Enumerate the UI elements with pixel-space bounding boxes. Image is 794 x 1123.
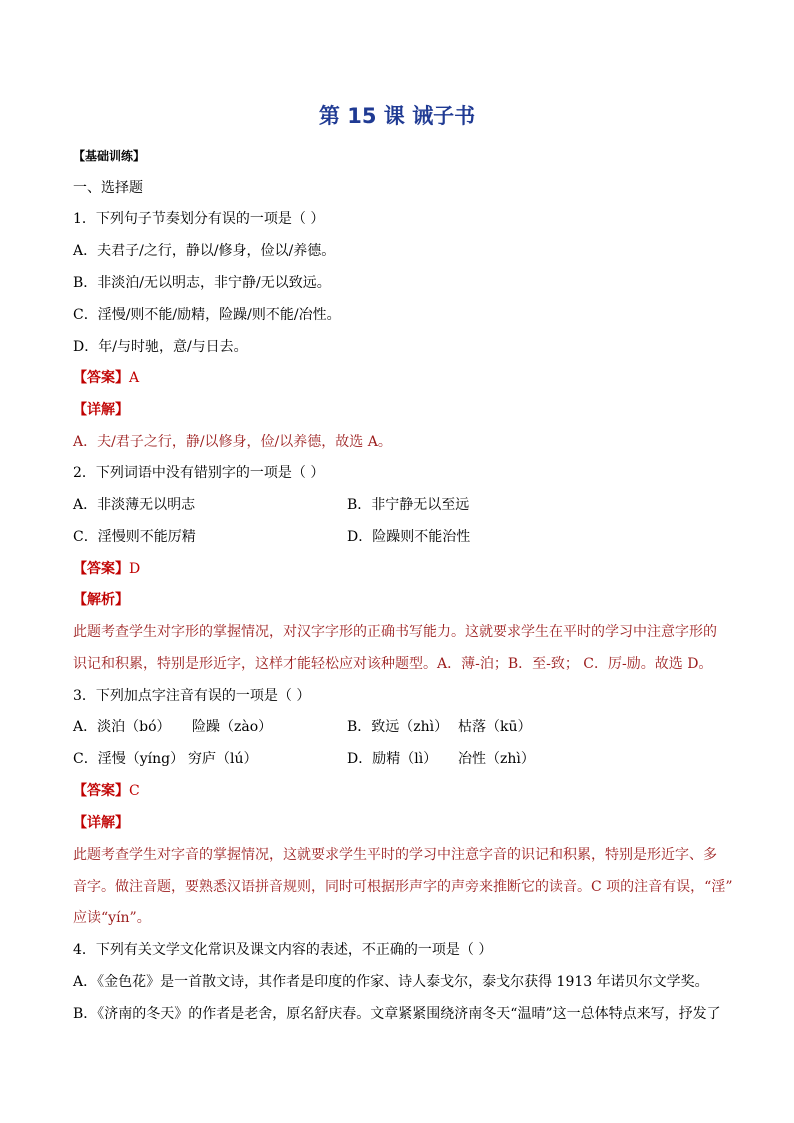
q3-option-d-1: D．励精（lì） [347,751,438,767]
q1-option-d: D．年/与时驰，意/与日去。 [73,339,248,355]
answer-value: C [129,783,140,799]
answer-label: 【答案】 [73,561,129,577]
q3-option-a-1: A．淡泊（bó） [73,719,171,735]
q2-explain-label: 【解析】 [73,592,129,608]
answer-label: 【答案】 [73,783,129,799]
q2-explain-line-2: 识记和积累，特别是形近字，这样才能轻松应对该种题型。A．薄-泊；B．至-致； C．厉-励。故选 D。 [73,656,713,672]
q1-option-c: C．淫慢/则不能/励精，险躁/则不能/冶性。 [73,307,341,323]
q2-explain-line-1: 此题考查学生对字形的掌握情况，对汉字字形的正确书写能力。这就要求学生在平时的学习中注意字形的 [73,624,717,640]
q3-option-d-2: 冶性（zhì） [458,751,535,767]
q3-explain-line-2: 音字。做注音题，要熟悉汉语拼音规则，同时可根据形声字的声旁来推断它的读音。C 项的注音有误，“淫” [73,879,733,895]
q2-option-c: C．淫慢则不能厉精 [73,529,196,545]
q1-option-b: B．非淡泊/无以明志，非宁静/无以致远。 [73,275,331,291]
q3-explain-label: 【详解】 [73,815,129,831]
q2-option-b: B．非宁静无以至远 [347,497,470,513]
q3-option-b-2: 枯落（kū） [458,719,532,735]
q3-explain-line-1: 此题考查学生对字音的掌握情况，这就要求学生平时的学习中注意字音的识记和积累，特别是形近字、多 [73,847,717,863]
q4-option-b: B．《济南的冬天》的作者是老舍，原名舒庆春。文章紧紧围绕济南冬天“温晴”这一总体特点来写，抒发了 [73,1006,721,1022]
q3-option-b-1: B．致远（zhì） [347,719,449,735]
q2-stem: 2．下列词语中没有错别字的一项是（ ） [73,465,325,481]
q4-option-a: A．《金色花》是一首散文诗，其作者是印度的作家、诗人泰戈尔，泰戈尔获得 1913 年诺贝尔文学奖。 [73,974,709,990]
q1-option-a: A．夫君子/之行，静以/修身，俭以/养德。 [73,243,336,259]
q1-explain-text: A．夫/君子之行，静/以修身，俭/以养德，故选 A。 [73,434,392,450]
q3-stem: 3．下列加点字注音有误的一项是（ ） [73,688,311,704]
answer-label: 【答案】 [73,370,129,386]
q3-option-c-2: 穷庐（lú） [188,751,258,767]
q3-option-a-2: 险躁（zào） [192,719,273,735]
q3-option-c-1: C．淫慢（yíng） [73,751,185,767]
section-heading: 【基础训练】 [73,149,146,163]
answer-value: A [129,370,140,386]
q1-stem: 1．下列句子节奏划分有误的一项是（ ） [73,211,325,227]
q3-explain-line-3: 应读“yín”。 [73,910,151,926]
question-type-heading: 一、选择题 [73,180,143,196]
q1-answer [73,368,733,388]
q3-answer [73,781,733,801]
q2-option-d: D．险躁则不能治性 [347,529,471,545]
q2-option-a: A．非淡薄无以明志 [73,497,196,513]
page-title: 第 15 课 诫子书 [318,104,476,128]
answer-value: D [129,561,141,577]
q2-answer [73,559,733,579]
q4-stem: 4．下列有关文学文化常识及课文内容的表述，不正确的一项是（ ） [73,942,493,958]
q1-explain-label: 【详解】 [73,402,129,418]
